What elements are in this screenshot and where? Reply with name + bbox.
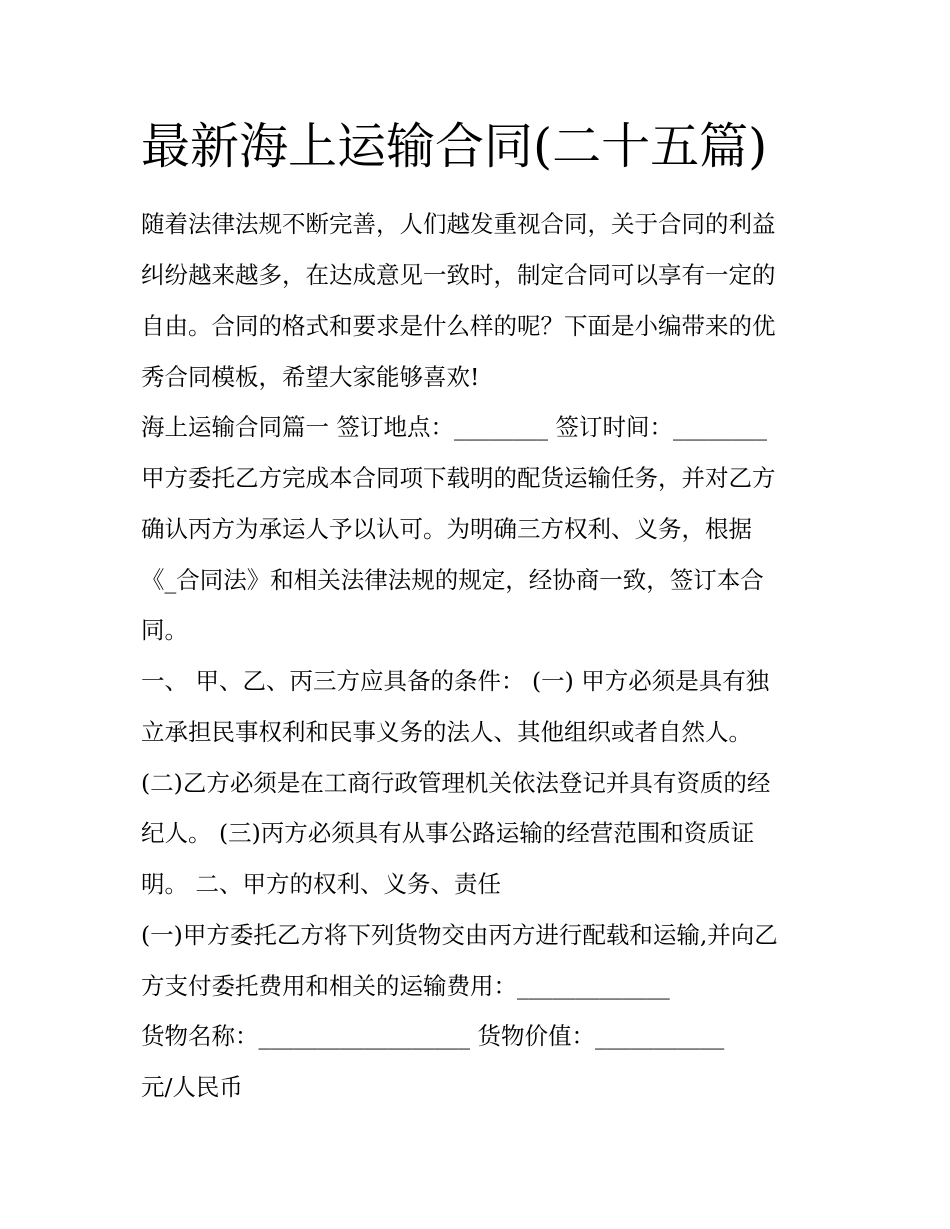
- body-line: 《_合同法》和相关法律法规的规定，经协商一致，签订本合: [141, 566, 764, 594]
- body-line: 方支付委托费用和相关的运输费用：_____________: [141, 972, 670, 1000]
- body-line: 元/人民币: [141, 1073, 243, 1101]
- body-line: 明。 二、甲方的权利、义务、责任: [141, 870, 501, 898]
- body-line: 甲方委托乙方完成本合同项下载明的配货运输任务，并对乙方: [141, 464, 776, 492]
- body-line: 确认丙方为承运人予以认可。为明确三方权利、义务，根据: [141, 515, 752, 543]
- body-line: (二)乙方必须是在工商行政管理机关依法登记并具有资质的经: [141, 769, 771, 797]
- body-line: 秀合同模板，希望大家能够喜欢!: [141, 363, 480, 391]
- document-title: 最新海上运输合同(二十五篇): [141, 118, 768, 175]
- body-line: 自由。合同的格式和要求是什么样的呢？下面是小编带来的优: [141, 312, 776, 340]
- body-line: 立承担民事权利和民事义务的法人、其他组织或者自然人。: [141, 718, 752, 746]
- body-line: 纠纷越来越多，在达成意见一致时，制定合同可以享有一定的: [141, 261, 776, 289]
- body-line: 纪人。 (三)丙方必须具有从事公路运输的经营范围和资质证: [141, 819, 755, 847]
- body-line: 同。: [141, 616, 188, 644]
- body-line: (一)甲方委托乙方将下列货物交由丙方进行配载和运输,并向乙: [141, 921, 778, 949]
- body-line: 一、 甲、乙、丙三方应具备的条件： (一) 甲方必须是具有独: [141, 667, 770, 695]
- body-line: 货物名称：__________________ 货物价值：___________: [141, 1022, 725, 1050]
- body-line: 随着法律法规不断完善，人们越发重视合同，关于合同的利益: [141, 210, 776, 238]
- body-line: 海上运输合同篇一 签订地点：________ 签订时间：________: [141, 413, 767, 441]
